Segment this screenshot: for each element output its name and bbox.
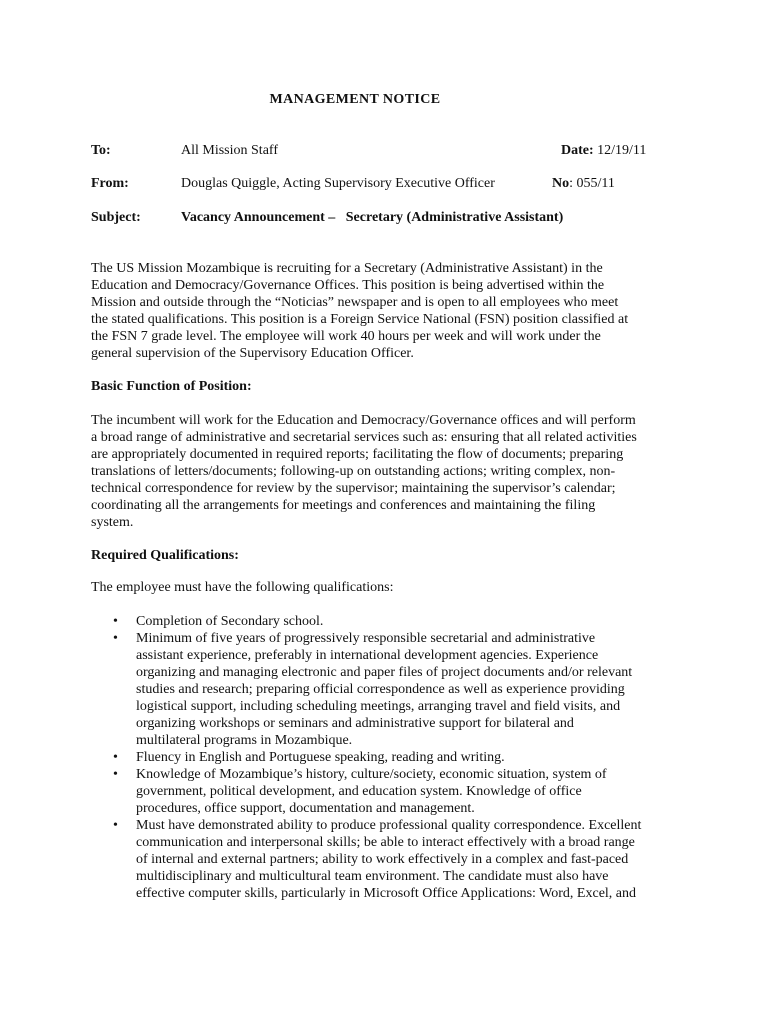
from-value: Douglas Quiggle, Acting Supervisory Executive Officer <box>181 176 495 191</box>
basic-function-line: coordinating all the arrangements for meetings and conferences and maintaining the filing <box>91 498 596 513</box>
list-item-line: communication and interpersonal skills; be able to interact effectively with a broad range <box>136 835 635 850</box>
to-label: To: <box>91 143 111 158</box>
page-title: MANAGEMENT NOTICE <box>269 92 441 107</box>
bullet-icon: • <box>113 631 118 646</box>
subject-row <box>91 209 691 227</box>
basic-function-line: are appropriately documented in required reports; facilitating the flow of documents; preparing <box>91 447 624 462</box>
intro-line: Mission and outside through the “Noticias” newspaper and is open to all employees who meet <box>91 295 619 310</box>
list-item <box>91 749 661 766</box>
intro-line: general supervision of the Supervisory Education Officer. <box>91 346 414 361</box>
list-item-line: Completion of Secondary school. <box>136 614 324 629</box>
qualifications-intro: The employee must have the following qualifications: <box>91 580 394 595</box>
list-item-line: organizing and managing electronic and paper files of project documents and/or relevant <box>136 665 633 680</box>
list-item <box>91 817 661 902</box>
list-item-line: government, political development, and education system. Knowledge of office <box>136 784 582 799</box>
basic-function-heading: Basic Function of Position: <box>91 379 252 394</box>
list-item <box>91 766 661 817</box>
intro-line: the FSN 7 grade level. The employee will work 40 hours per week and will work under the <box>91 329 601 344</box>
basic-function-line: system. <box>91 515 134 530</box>
bullet-icon: • <box>113 818 118 833</box>
bullet-icon: • <box>113 767 118 782</box>
list-item-line: logistical support, including scheduling meetings, arranging travel and field visits, and <box>136 699 621 714</box>
date-value: 12/19/11 <box>597 143 647 158</box>
list-item-line: of internal and external partners; ability to work effectively in a complex and fast-paced <box>136 852 629 867</box>
number-value: : 055/11 <box>569 176 615 191</box>
from-label: From: <box>91 176 129 191</box>
basic-function-line: a broad range of administrative and secretarial services such as: ensuring that all related activities <box>91 430 637 445</box>
intro-paragraph <box>91 260 651 362</box>
list-item-line: effective computer skills, particularly in Microsoft Office Applications: Word, Excel, and <box>136 886 637 901</box>
list-item-line: multidisciplinary and multicultural team environment. The candidate must also have <box>136 869 609 884</box>
date-label: Date: <box>561 143 594 158</box>
from-row <box>91 175 691 193</box>
to-value: All Mission Staff <box>181 143 278 158</box>
list-item <box>91 630 661 749</box>
subject-value: Vacancy Announcement – Secretary (Administrative Assistant) <box>181 210 564 225</box>
intro-line: Education and Democracy/Governance Offices. This position is being advertised within the <box>91 278 605 293</box>
basic-function-line: The incumbent will work for the Education and Democracy/Governance offices and will perform <box>91 413 636 428</box>
number-field <box>552 175 615 192</box>
list-item-line: Fluency in English and Portuguese speaking, reading and writing. <box>136 750 505 765</box>
list-item-line: Minimum of five years of progressively responsible secretarial and administrative <box>136 631 596 646</box>
number-label: No <box>552 176 570 191</box>
list-item-line: procedures, office support, documentation and management. <box>136 801 475 816</box>
list-item-line: assistant experience, preferably in international development agencies. Experience <box>136 648 599 663</box>
intro-line: The US Mission Mozambique is recruiting for a Secretary (Administrative Assistant) in the <box>91 261 603 276</box>
to-row <box>91 142 691 160</box>
list-item-line: organizing workshops or seminars and administrative support for bilateral and <box>136 716 574 731</box>
list-item-line: multilateral programs in Mozambique. <box>136 733 353 748</box>
bullet-icon: • <box>113 750 118 765</box>
list-item-line: Knowledge of Mozambique’s history, culture/society, economic situation, system of <box>136 767 607 782</box>
list-item <box>91 613 661 630</box>
date-field <box>561 142 646 159</box>
qualifications-heading: Required Qualifications: <box>91 548 239 563</box>
qualifications-list <box>91 613 661 902</box>
bullet-icon: • <box>113 614 118 629</box>
list-item-line: studies and research; preparing official correspondence as well as experience providing <box>136 682 625 697</box>
basic-function-line: technical correspondence for review by the supervisor; maintaining the supervisor’s calendar; <box>91 481 616 496</box>
basic-function-line: translations of letters/documents; following-up on outstanding actions; writing complex, non- <box>91 464 616 479</box>
subject-label: Subject: <box>91 210 141 225</box>
list-item-line: Must have demonstrated ability to produce professional quality correspondence. Excellent <box>136 818 642 833</box>
basic-function-paragraph <box>91 412 651 531</box>
intro-line: the stated qualifications. This position is a Foreign Service National (FSN) position classified at <box>91 312 629 327</box>
